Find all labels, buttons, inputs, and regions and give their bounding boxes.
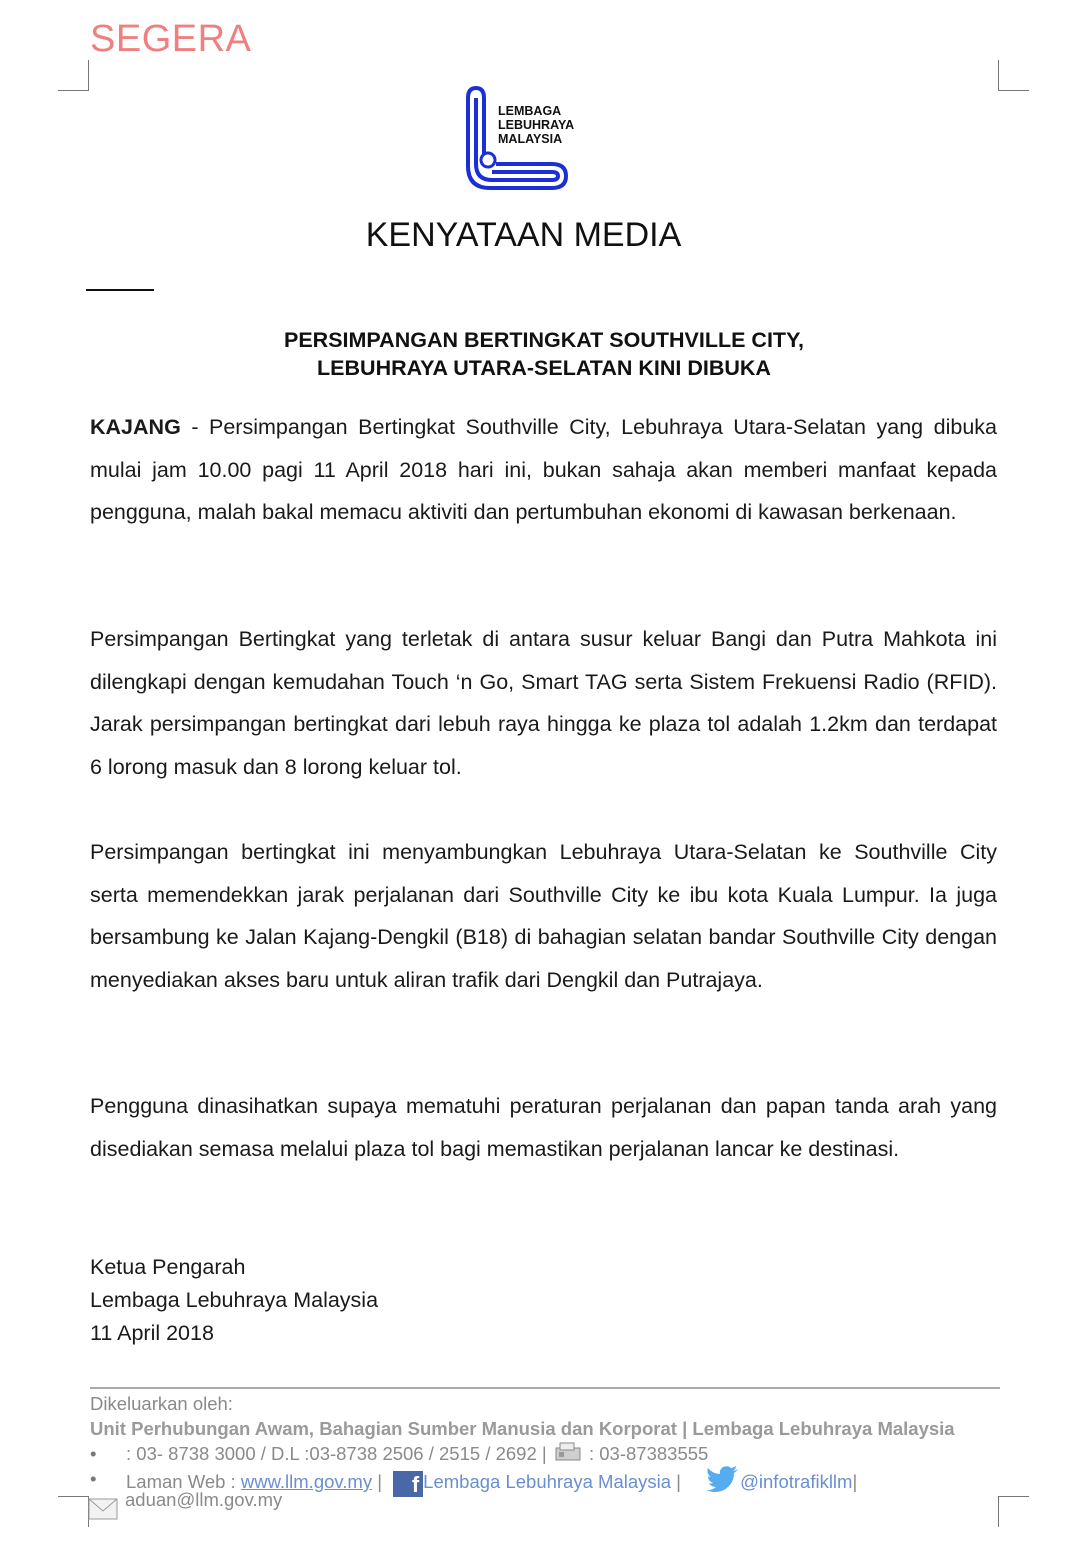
crop-mark-top-left — [58, 60, 89, 91]
footer-sep-2: | — [676, 1471, 681, 1492]
email-icon — [88, 1493, 118, 1523]
paragraph-4-text: Pengguna dinasihatkan supaya mematuhi peraturan perjalanan dan papan tanda arah yang disediakan semasa melalui plaza tol bagi memastikan perjalanan lancar ke destinasi. — [90, 1094, 997, 1161]
footer-web-label: Laman Web : — [126, 1471, 236, 1492]
footer-sep-1: | — [377, 1471, 383, 1492]
twitter-icon — [706, 1466, 740, 1492]
footer-unit: Unit Perhubungan Awam, Bahagian Sumber Manusia dan Korporat | Lembaga Lebuhraya Malaysia — [90, 1418, 955, 1439]
footer-phone: : 03- 8738 3000 / D.L :03-8738 2506 / 2515 / 2692 | — [126, 1443, 547, 1464]
footer-sep-3: | — [852, 1471, 858, 1492]
title-divider — [86, 289, 154, 291]
paragraph-3 — [90, 831, 997, 1001]
bullet-1: • — [90, 1443, 97, 1464]
headline-line-2: LEBUHRAYA UTARA-SELATAN KINI DIBUKA — [317, 356, 771, 380]
fax-icon — [554, 1442, 582, 1462]
logo-line-2: LEBUHRAYA — [498, 118, 575, 132]
paragraph-1 — [90, 406, 997, 534]
website-link[interactable]: www.llm.gov.my — [240, 1471, 373, 1492]
llm-logo — [456, 84, 616, 196]
footer-email[interactable]: aduan@llm.gov.my — [125, 1489, 283, 1510]
headline — [0, 326, 1080, 382]
footer-divider — [90, 1387, 1000, 1389]
page-title: KENYATAAN MEDIA — [365, 216, 682, 254]
urgency-label: SEGERA — [90, 18, 252, 60]
footer — [90, 1391, 1020, 1497]
footer-issued-by: Dikeluarkan oleh: — [90, 1393, 233, 1414]
facebook-link[interactable]: Lembaga Lebuhraya Malaysia — [423, 1471, 672, 1492]
footer-fax: : 03-87383555 — [588, 1443, 709, 1464]
paragraph-4 — [90, 1085, 997, 1170]
signature-date: 11 April 2018 — [90, 1321, 214, 1345]
crop-mark-bottom-right — [998, 1496, 1029, 1527]
signature-role: Ketua Pengarah — [90, 1255, 246, 1279]
logo-line-3: MALAYSIA — [498, 132, 563, 146]
paragraph-2 — [90, 618, 997, 788]
facebook-icon: f — [393, 1471, 423, 1497]
paragraph-1-text: - Persimpangan Bertingkat Southville City, Lebuhraya Utara-Selatan yang dibuka mulai jam 10.00 pagi 11 April 2018 hari ini, bukan sahaja akan memberi manfaat kepada pengguna, malah bakal memacu aktiviti dan pertumbuhan ekonomi di kawasan berkenaan. — [90, 415, 997, 525]
bullet-2: • — [90, 1468, 97, 1489]
paragraph-3-text: Persimpangan bertingkat ini menyambungkan Lebuhraya Utara-Selatan ke Southville City serta memendekkan jarak perjalanan dari Southville City ke ibu kota Kuala Lumpur. Ia juga bersambung ke Jalan Kajang-Dengkil (B18) di bahagian selatan bandar Southville City dengan menyediakan akses baru untuk aliran trafik dari Dengkil dan Putrajaya. — [90, 840, 997, 992]
logo-line-1: LEMBAGA — [498, 104, 562, 118]
footer-contact-row — [90, 1441, 1020, 1466]
headline-line-1: PERSIMPANGAN BERTINGKAT SOUTHVILLE CITY, — [284, 328, 804, 352]
crop-mark-top-right — [998, 60, 1029, 91]
signature-block — [90, 1251, 378, 1350]
dateline: KAJANG — [90, 415, 181, 439]
twitter-link[interactable]: @infotrafikllm — [740, 1471, 853, 1492]
signature-org: Lembaga Lebuhraya Malaysia — [90, 1288, 379, 1312]
paragraph-2-text: Persimpangan Bertingkat yang terletak di antara susur keluar Bangi dan Putra Mahkota ini dilengkapi dengan kemudahan Touch ‘n Go, Smart TAG serta Sistem Frekuensi Radio (RFID). Jarak persimpangan bertingkat dari lebuh raya hingga ke plaza tol adalah 1.2km dan terdapat 6 lorong masuk dan 8 lorong keluar tol. — [90, 627, 997, 779]
crop-mark-bottom-left — [58, 1496, 89, 1527]
logo-text — [498, 104, 574, 146]
